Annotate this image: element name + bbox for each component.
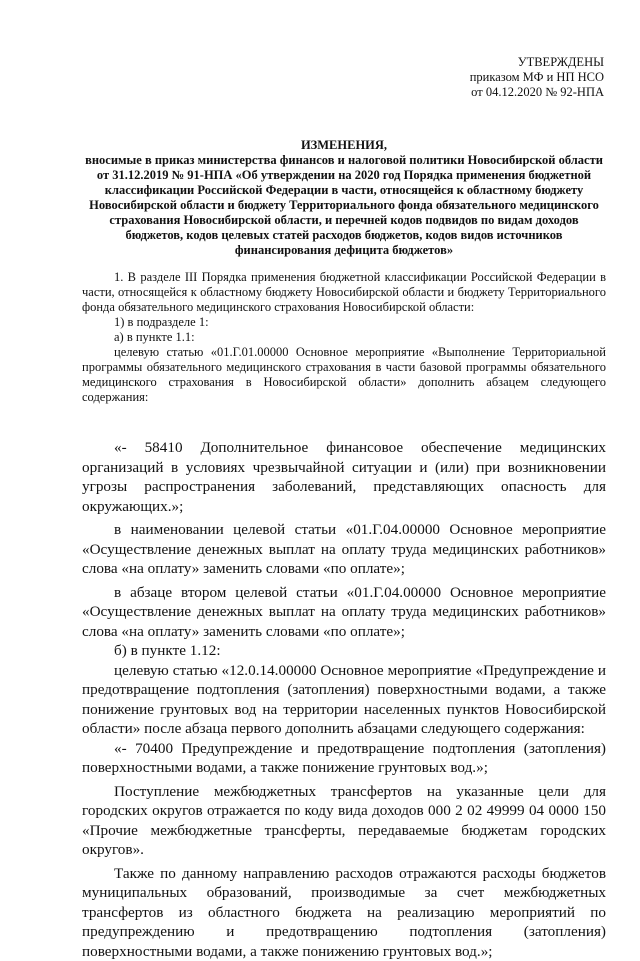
body-section-small <box>82 270 606 405</box>
approval-line-2: приказом МФ и НП НСО <box>470 70 604 85</box>
paragraph: «- 70400 Предупреждение и предотвращение подтопления (затопления) поверхностными водами, а также понижение грунтовых вод.»; <box>82 739 606 778</box>
approval-line-1: УТВЕРЖДЕНЫ <box>470 55 604 70</box>
body-section-large <box>82 438 606 961</box>
title-caption: ИЗМЕНЕНИЯ, <box>82 138 606 153</box>
paragraph: Поступление межбюджетных трансфертов на указанные цели для городских округов отражается по коду вида доходов 000 2 02 49999 04 0000 150 «Прочие межбюджетные трансферты, передаваемые бюджетам городских округов». <box>82 782 606 860</box>
paragraph: б) в пункте 1.12: <box>82 641 606 661</box>
paragraph: 1. В разделе III Порядка применения бюджетной классификации Российской Федерации в части, относящейся к областному бюджету Новосибирской области и бюджету Территориального фонда обязательного медицинского страхования Новосибирской области: <box>82 270 606 315</box>
title-subtitle: вносимые в приказ министерства финансов и налоговой политики Новосибирской области от 31.12.2019 № 91-НПА «Об утверждении на 2020 год Порядка применения бюджетной классификации Российской Федерации в части, относящейся к областному бюджету Новосибирской области и бюджету Территориального фонда обязательного медицинского страхования Новосибирской области, и перечней кодов подвидов по видам доходов бюджетов, кодов целевых статей расходов бюджетов, кодов видов источников финансирования дефицита бюджетов» <box>82 153 606 258</box>
approval-line-3: от 04.12.2020 № 92-НПА <box>470 85 604 100</box>
paragraph: в абзаце втором целевой статьи «01.Г.04.00000 Основное мероприятие «Осуществление денежных выплат на оплату труда медицинских работников» слова «на оплату» заменить словами «по оплате»; <box>82 583 606 642</box>
paragraph: в наименовании целевой статьи «01.Г.04.00000 Основное мероприятие «Осуществление денежных выплат на оплату труда медицинских работников» слова «на оплату» заменить словами «по оплате»; <box>82 520 606 579</box>
paragraph: а) в пункте 1.1: <box>82 330 606 345</box>
paragraph: Также по данному направлению расходов отражаются расходы бюджетов муниципальных образований, производимые за счет межбюджетных трансфертов из областного бюджета на реализацию мероприятий по предупреждению и предотвращению подтопления (затопления) поверхностными водами, а также понижению грунтовых вод.»; <box>82 864 606 961</box>
paragraph: «- 58410 Дополнительное финансовое обеспечение медицинских организаций в условиях чрезвычайной ситуации и (или) при возникновении угрозы распространения заболеваний, представляющих опасность для окружающих.»; <box>82 438 606 516</box>
paragraph: целевую статью «12.0.14.00000 Основное мероприятие «Предупреждение и предотвращение подтопления (затопления) поверхностными водами, а также понижение грунтовых вод на территории населенных пунктов Новосибирской области» после абзаца первого дополнить абзацами следующего содержания: <box>82 661 606 739</box>
paragraph: целевую статью «01.Г.01.00000 Основное мероприятие «Выполнение Территориальной программы обязательного медицинского страхования в части базовой программы обязательного медицинского страхования в Новосибирской области» дополнить абзацем следующего содержания: <box>82 345 606 405</box>
document-title <box>82 138 606 258</box>
paragraph: 1) в подразделе 1: <box>82 315 606 330</box>
approval-stamp <box>470 55 604 100</box>
